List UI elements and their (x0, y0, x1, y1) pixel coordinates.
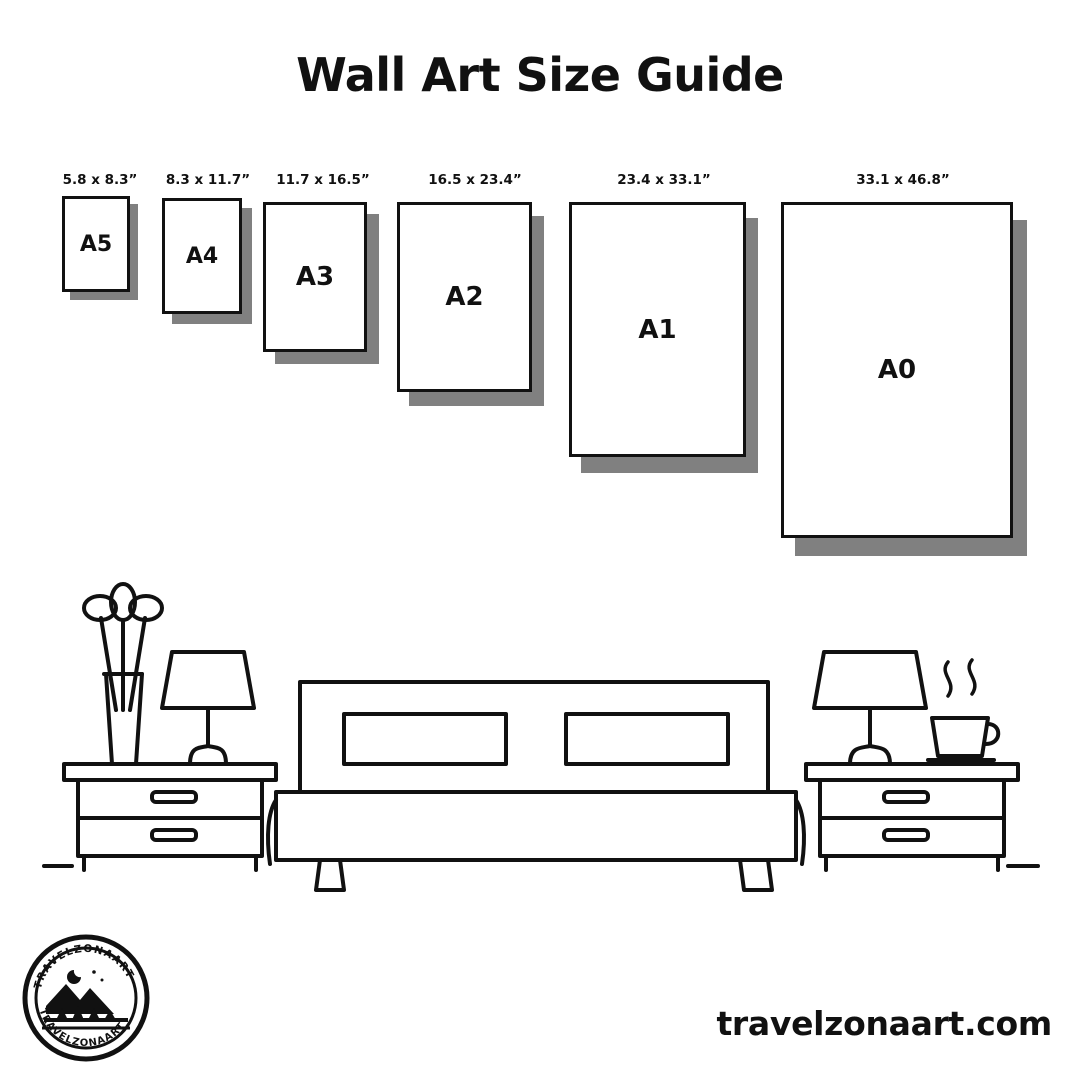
drawer-handle (152, 792, 196, 802)
size-name-a1: A1 (638, 314, 677, 345)
website-url[interactable]: travelzonaart.com (716, 1004, 1052, 1043)
size-frame-a5[interactable] (52, 172, 148, 312)
size-frame-a3[interactable] (258, 172, 388, 382)
frame-box (569, 202, 746, 457)
drawer-handle (152, 830, 196, 840)
coffee-cup (928, 660, 998, 760)
size-dimensions-a3: 11.7 x 16.5” (276, 172, 370, 188)
size-name-a4: A4 (185, 243, 219, 269)
nightstand-top (806, 764, 1018, 780)
bedroom-scene-illustration (0, 560, 1080, 920)
mattress (276, 792, 796, 860)
stem (130, 618, 145, 710)
size-name-a5: A5 (79, 231, 113, 257)
logo-text-top: TRAVELZONAART (31, 942, 137, 991)
drawer-handle (884, 792, 928, 802)
cup-body (932, 718, 988, 756)
pillow-right (566, 714, 728, 764)
star-icon (101, 979, 104, 982)
drawer-handle (884, 830, 928, 840)
size-name-a3: A3 (295, 262, 335, 292)
size-frame-a1[interactable] (560, 172, 768, 502)
logo-svg (22, 934, 150, 1062)
left-nightstand (64, 764, 276, 870)
size-frame-a2[interactable] (390, 172, 560, 432)
headboard (300, 682, 768, 792)
right-nightstand (806, 764, 1018, 870)
frame-box (263, 202, 367, 352)
bed (268, 682, 804, 890)
size-name-a0: A0 (877, 355, 917, 385)
frame-box (162, 198, 242, 314)
star-icon (92, 970, 96, 974)
lamp-base (190, 746, 226, 764)
scene-svg (0, 560, 1080, 920)
left-lamp (162, 652, 254, 764)
lamp-shade (814, 652, 926, 708)
lamp-shade (162, 652, 254, 708)
frame-box (62, 196, 130, 292)
page-title: Wall Art Size Guide (296, 48, 784, 102)
pillow-left (344, 714, 506, 764)
size-dimensions-a1: 23.4 x 33.1” (617, 172, 711, 188)
size-name-a2: A2 (445, 282, 484, 312)
frame-box (397, 202, 532, 392)
mountain-icon (46, 984, 114, 1014)
steam (969, 660, 975, 694)
lamp-base (850, 746, 890, 764)
size-dimensions-a2: 16.5 x 23.4” (428, 172, 522, 188)
plant-vase (84, 584, 162, 764)
logo-text-bottom: TRAVELZONAART (36, 1007, 128, 1050)
moon-icon (67, 970, 81, 984)
frame-box (781, 202, 1013, 538)
size-frame-a0[interactable] (772, 172, 1034, 592)
bed-leg-left (316, 860, 344, 890)
nightstand-top (64, 764, 276, 780)
size-dimensions-a0: 33.1 x 46.8” (856, 172, 950, 188)
right-lamp (814, 652, 926, 764)
brand-logo[interactable] (22, 934, 150, 1062)
steam (945, 662, 951, 696)
size-dimensions-a4: 8.3 x 11.7” (165, 172, 251, 188)
bed-leg-right (740, 860, 772, 890)
size-frame-a4[interactable] (152, 172, 264, 332)
size-dimensions-a5: 5.8 x 8.3” (62, 172, 138, 188)
